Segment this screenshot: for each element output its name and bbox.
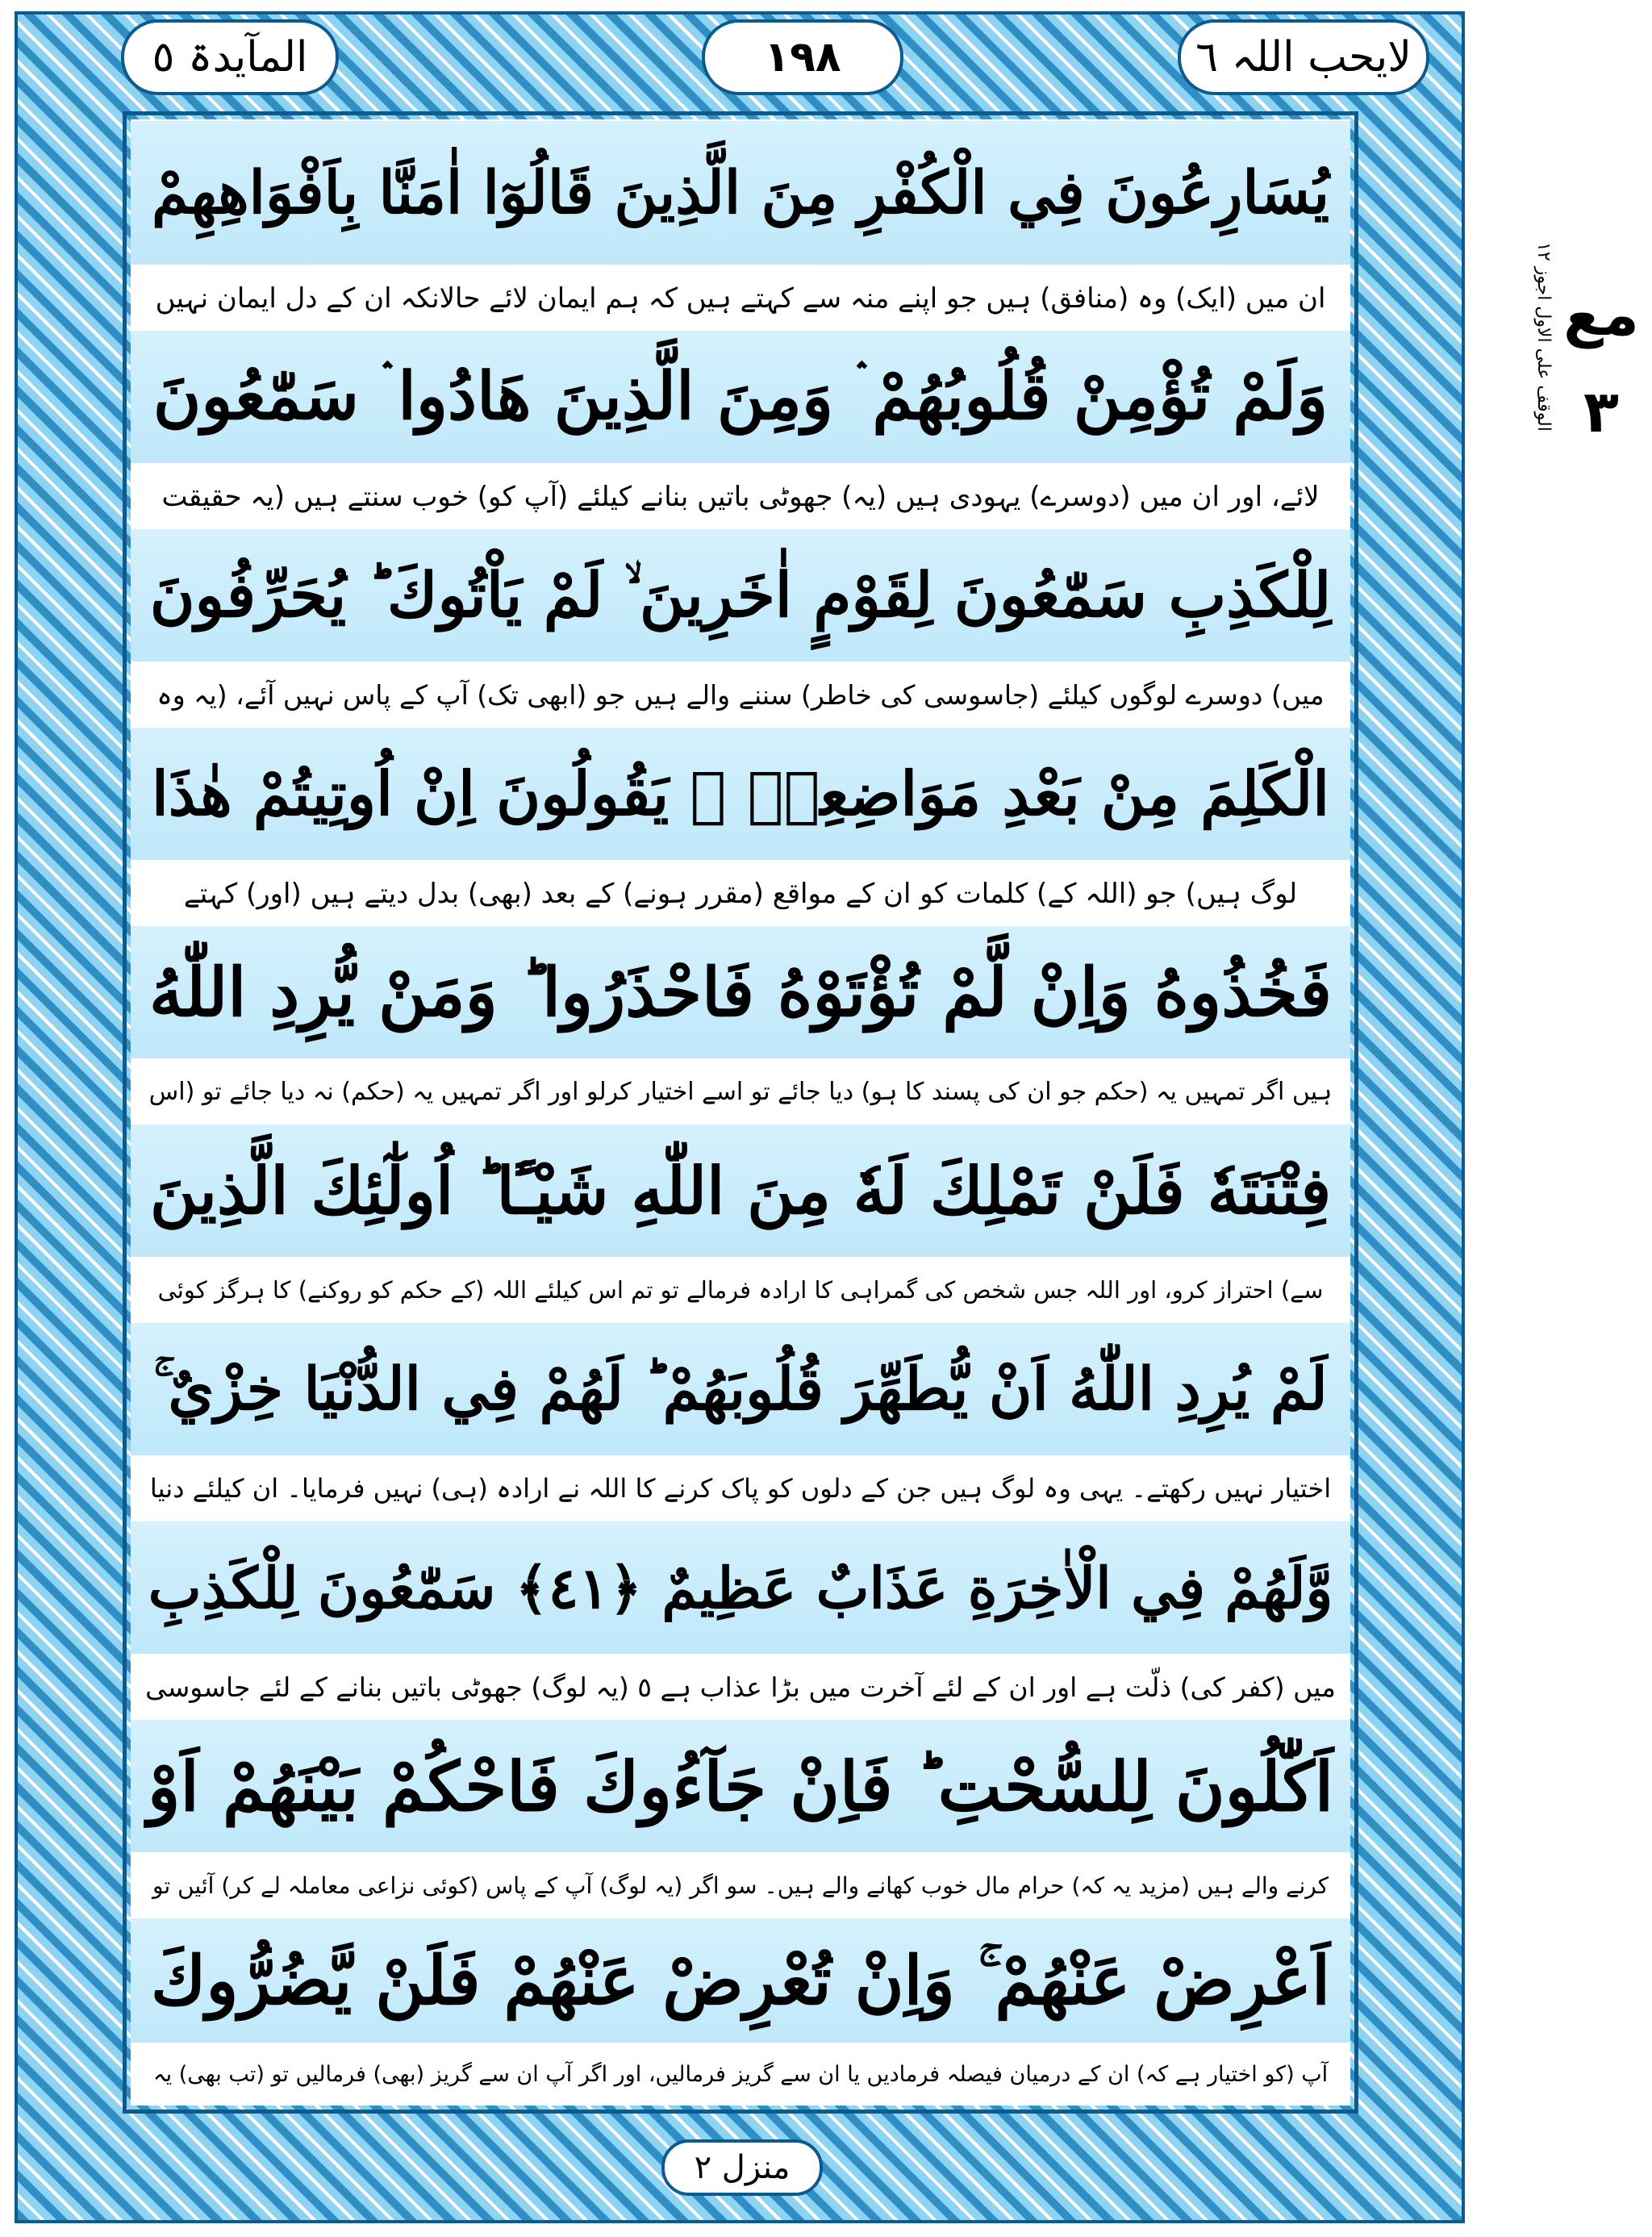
translation-line-1: ان میں (ایک) وہ (منافق) ہیں جو اپنے منہ سے کہتے ہیں کہ ہم ایمان لائے حالانکہ ان کے دل ایمان نہیں <box>131 265 1350 331</box>
translation-line-10: آپ (کو اختیار ہے کہ) ان کے درمیان فیصلہ فرمادیں یا ان سے گریز فرمالیں، اور اگر آپ ان سے گریز (بھی) فرمالیں تو (تب بھی) یہ <box>131 2043 1350 2106</box>
margin-ruku-mark: مع ٣ <box>1563 281 1639 445</box>
translation-line-5: ہیں اگر تمہیں یہ (حکم جو ان کی پسند کا ہو) دیا جائے تو اسے اختیار کرلو اور اگر تمہیں یہ (حکم) نہ دیا جائے تو (اس <box>131 1058 1350 1125</box>
translation-line-8: میں (کفر کی) ذلّت ہے اور ان کے لئے آخرت میں بڑا عذاب ہے ٥ (یہ لوگ) جھوٹی باتیں بنانے کے لئے جاسوسی <box>131 1654 1350 1720</box>
header-surah-name: المآیدۃ ٥ <box>121 19 339 95</box>
header-juz-name: لایحب اللہ ٦ <box>1178 19 1429 95</box>
verse-line-8: وَّلَهُمْ فِي الْاٰخِرَةِ عَذَابٌ عَظِيمٌ ﴿٤١﴾ سَمّٰعُونَ لِلْكَذِبِ <box>131 1521 1350 1654</box>
text-frame <box>123 111 1358 2114</box>
verse-line-1: يُسَارِعُونَ فِي الْكُفْرِ مِنَ الَّذِينَ قَالُوٓا اٰمَنَّا بِاَفْوَاهِهِمْ <box>131 121 1350 265</box>
translation-line-9: کرنے والے ہیں (مزید یہ کہ) حرام مال خوب کھانے والے ہیں۔ سو اگر (یہ لوگ) آپ کے پاس (کوئی نزاعی معاملہ لے کر) آئیں تو <box>131 1852 1350 1918</box>
translation-line-2: لائے، اور ان میں (دوسرے) یہودی ہیں (یہ) جھوٹی باتیں بنانے کیلئے (آپ کو) خوب سنتے ہیں (یہ حقیقت <box>131 463 1350 529</box>
verse-line-2: وَلَمْ تُؤْمِنْ قُلُوبُهُمْ ۛ وَمِنَ الَّذِينَ هَادُوا ۛ سَمّٰعُونَ <box>131 331 1350 463</box>
verse-line-10: اَعْرِضْ عَنْهُمْ ۚ وَاِنْ تُعْرِضْ عَنْهُمْ فَلَنْ يَّضُرُّوكَ <box>131 1918 1350 2043</box>
translation-line-3: میں) دوسرے لوگوں کیلئے (جاسوسی کی خاطر) سننے والے ہیں جو (ابھی تک) آپ کے پاس نہیں آئے، (یہ وہ <box>131 662 1350 728</box>
verse-line-3: لِلْكَذِبِ سَمّٰعُونَ لِقَوْمٍ اٰخَرِينَ ۙ لَمْ يَاْتُوكَ ؕ يُحَرِّفُونَ <box>131 529 1350 662</box>
footer-manzil: منزل ٢ <box>661 2139 823 2196</box>
margin-note: الوقف علی الاول اجوز ١٢ <box>1533 242 1554 432</box>
header-page-number: ١٩٨ <box>702 19 903 95</box>
verse-line-6: فِتْنَتَهٗ فَلَنْ تَمْلِكَ لَهٗ مِنَ اللّٰهِ شَيْـًٔا ؕ اُولٰٓئِكَ الَّذِينَ <box>131 1125 1350 1257</box>
translation-line-4: لوگ ہیں) جو (اللہ کے) کلمات کو ان کے مواقع (مقرر ہونے) کے بعد (بھی) بدل دیتے ہیں (اور) کہتے <box>131 860 1350 926</box>
verse-line-7: لَمْ يُرِدِ اللّٰهُ اَنْ يُّطَهِّرَ قُلُوبَهُمْ ؕ لَهُمْ فِي الدُّنْيَا خِزْيٌ ۚ <box>131 1323 1350 1455</box>
verse-line-4: الْكَلِمَ مِنْ بَعْدِ مَوَاضِعِهٖ ۚ يَقُولُونَ اِنْ اُوتِيتُمْ هٰذَا <box>131 728 1350 860</box>
translation-line-6: سے) احتراز کرو، اور اللہ جس شخص کی گمراہی کا ارادہ فرمالے تو تم اس کیلئے اللہ (کے حکم کو روکنے) کا ہرگز کوئی <box>131 1257 1350 1323</box>
verse-line-9: اَكّٰلُونَ لِلسُّحْتِ ؕ فَاِنْ جَآءُوكَ فَاحْكُمْ بَيْنَهُمْ اَوْ <box>131 1720 1350 1852</box>
verse-line-5: فَخُذُوهُ وَاِنْ لَّمْ تُؤْتَوْهُ فَاحْذَرُوا ؕ وَمَنْ يُّرِدِ اللّٰهُ <box>131 926 1350 1058</box>
translation-line-7: اختیار نہیں رکھتے۔ یہی وہ لوگ ہیں جن کے دلوں کو پاک کرنے کا اللہ نے ارادہ (ہی) نہیں فرمایا۔ ان کیلئے دنیا <box>131 1455 1350 1521</box>
